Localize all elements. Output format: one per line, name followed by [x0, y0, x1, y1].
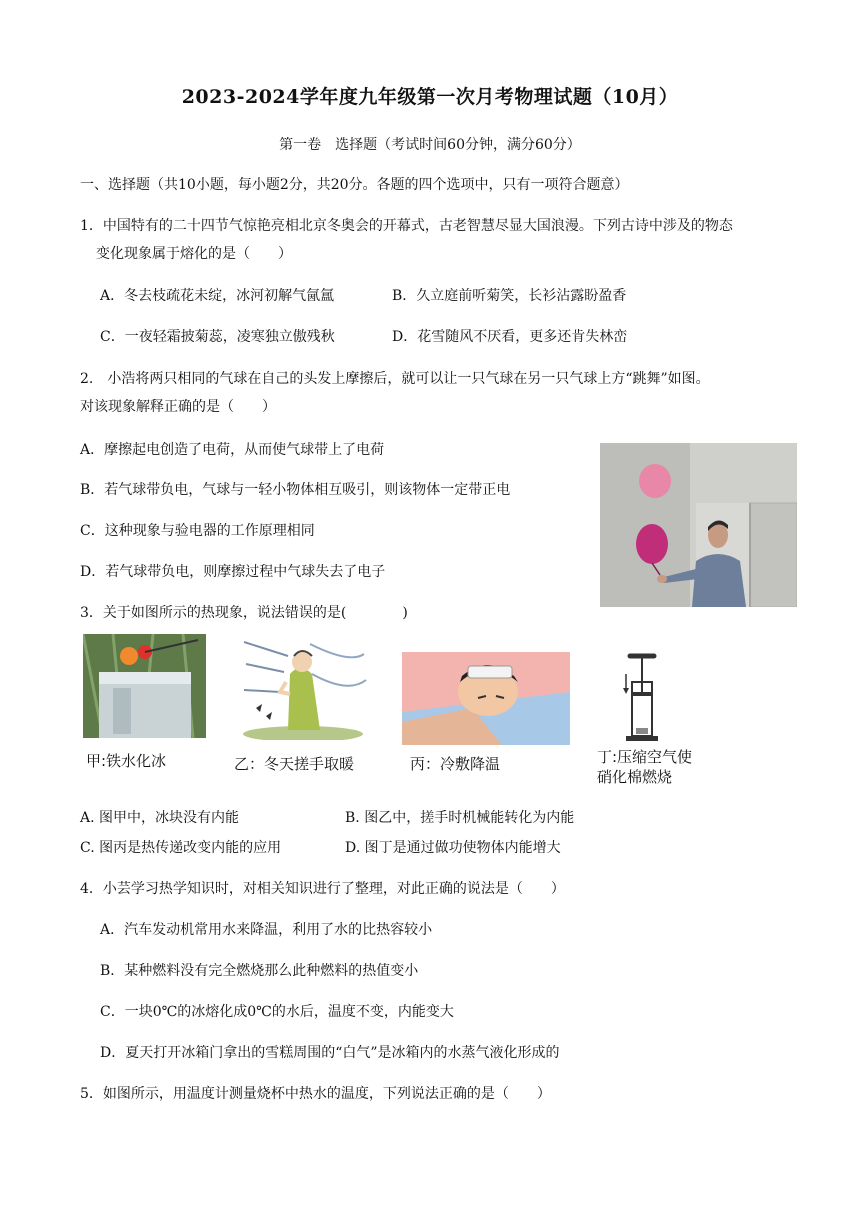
fig-rubbing-hands	[240, 634, 367, 740]
section-heading: 一、选择题（共10小题，每小题2分，共20分。各题的四个选项中，只有一项符合题意）	[80, 177, 629, 193]
q1-option-a: A．冬去枝疏花未绽，冰河初解气氤氲	[100, 288, 335, 304]
fig-iron-ice	[83, 634, 206, 738]
fig-air-compression-caption-line1: 丁:压缩空气使	[597, 748, 693, 766]
q3-option-b: B. 图乙中，搓手时机械能转化为内能	[345, 810, 575, 826]
q4-option-c: C．一块0℃的冰熔化成0℃的水后，温度不变，内能变大	[100, 1004, 454, 1020]
page-title: 2023-2024学年度九年级第一次月考物理试题（10月）	[181, 86, 679, 108]
q1-option-b: B．久立庭前听菊笑，长衫沾露盼盈香	[392, 288, 627, 304]
fig-cold-compress-caption: 丙：冷敷降温	[410, 755, 501, 773]
q2-stem-line2: 对该现象解释正确的是（ ）	[80, 399, 276, 415]
q4-option-d: D．夏天打开冰箱门拿出的雪糕周围的“白气”是冰箱内的水蒸气液化形成的	[100, 1045, 560, 1061]
q1-stem-line1: 1．中国特有的二十四节气惊艳亮相北京冬奥会的开幕式，古老智慧尽显大国浪漫。下列古诗中涉及的物态	[80, 218, 733, 234]
q2-option-d: D．若气球带负电，则摩擦过程中气球失去了电子	[80, 564, 386, 580]
fig-air-compression	[620, 652, 668, 744]
q1-option-d: D．花雪随风不厌看，更多还肯失林峦	[392, 329, 628, 345]
q3-option-d: D. 图丁是通过做功使物体内能增大	[345, 840, 561, 856]
q2-stem-line1: 2. 小浩将两只相同的气球在自己的头发上摩擦后，就可以让一只气球在另一只气球上方“跳舞”如图。	[80, 371, 710, 387]
q2-option-b: B．若气球带负电，气球与一轻小物体相互吸引，则该物体一定带正电	[80, 482, 511, 498]
exam-subtitle: 第一卷 选择题（考试时间60分钟，满分60分）	[279, 137, 581, 153]
q3-stem: 3．关于如图所示的热现象，说法错误的是( )	[80, 605, 408, 621]
q2-option-a: A．摩擦起电创造了电荷，从而使气球带上了电荷	[80, 442, 385, 458]
q1-option-c: C．一夜轻霜披菊蕊，凌寒独立傲残秋	[100, 329, 335, 345]
fig-iron-ice-caption: 甲:铁水化冰	[86, 752, 167, 770]
q5-stem: 5．如图所示，用温度计测量烧杯中热水的温度，下列说法正确的是（ ）	[80, 1086, 551, 1102]
q3-option-a: A. 图甲中，冰块没有内能	[80, 810, 240, 826]
fig-cold-compress	[402, 652, 570, 745]
fig-air-compression-caption-line2: 硝化棉燃烧	[597, 768, 673, 786]
fig-rubbing-hands-caption: 乙：冬天搓手取暖	[234, 755, 355, 773]
q3-option-c: C. 图丙是热传递改变内能的应用	[80, 840, 282, 856]
q2-option-c: C．这种现象与验电器的工作原理相同	[80, 523, 315, 539]
balloon-photo	[600, 443, 797, 607]
q4-stem: 4．小芸学习热学知识时，对相关知识进行了整理，对此正确的说法是（ ）	[80, 881, 565, 897]
q4-option-a: A．汽车发动机常用水来降温，利用了水的比热容较小	[100, 922, 433, 938]
q4-option-b: B．某种燃料没有完全燃烧那么此种燃料的热值变小	[100, 963, 419, 979]
q1-stem-line2: 变化现象属于熔化的是（ ）	[96, 246, 292, 262]
